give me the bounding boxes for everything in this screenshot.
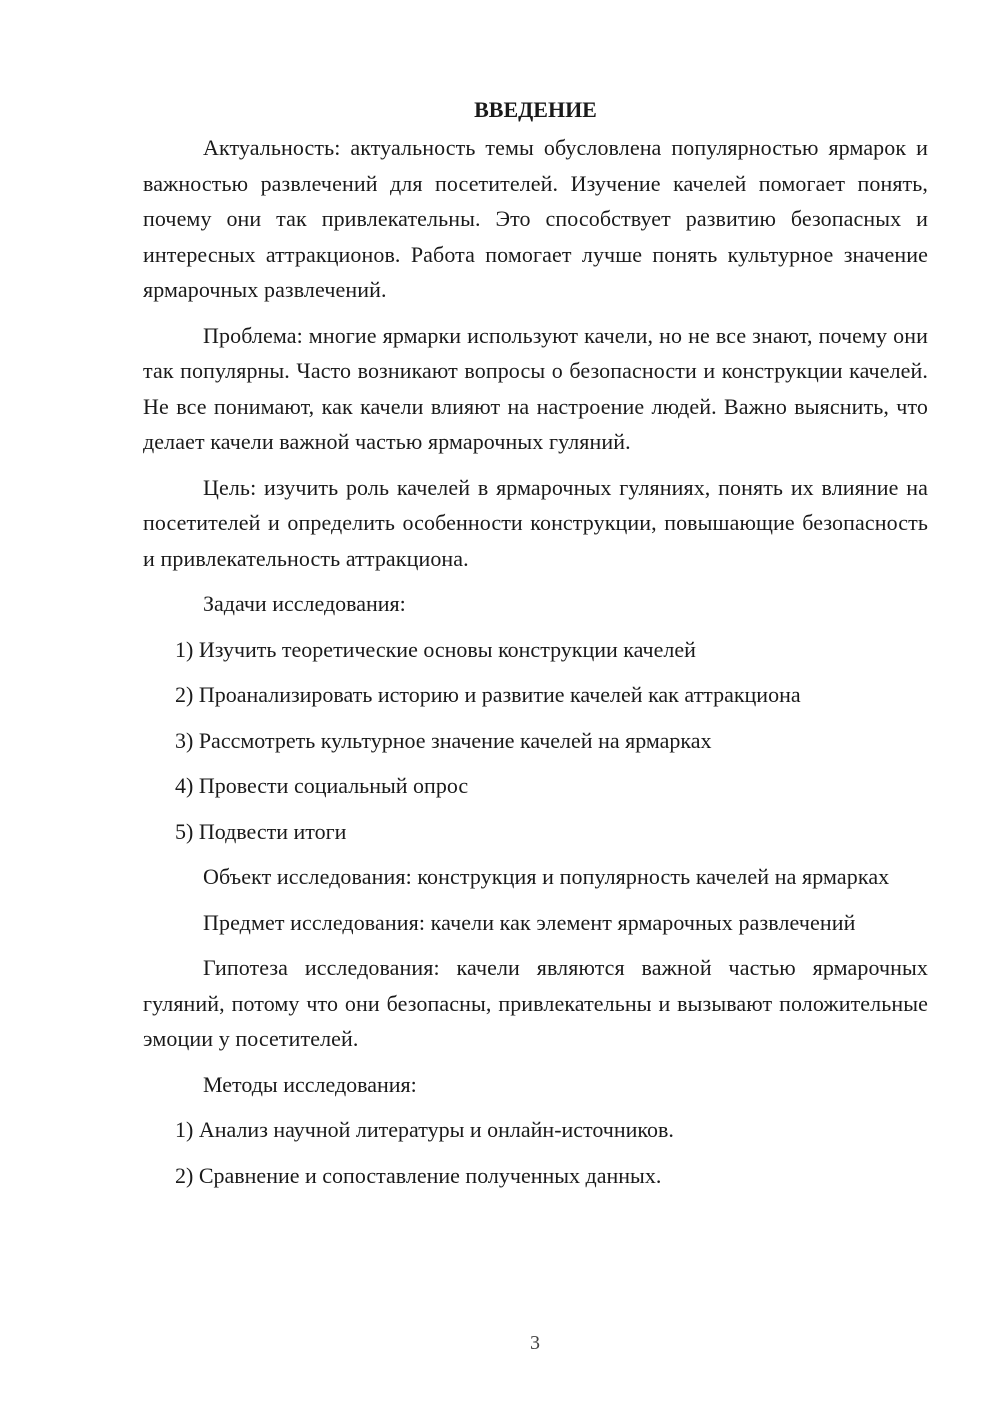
list-item: 3) Рассмотреть культурное значение качелей на ярмарках: [175, 727, 712, 753]
object-paragraph: Объект исследования: конструкция и популярность качелей на ярмарках: [203, 864, 890, 889]
page-number: 3: [530, 1332, 540, 1354]
relevance-paragraph: Актуальность: актуальность темы обусловлена популярностью ярмарок и важностью развлечений для посетителей. Изучение качелей помогает понять, почему они так привлекательны. Это способствует развитию безопасных и интересных аттракционов. Работа помогает лучше понять культурное значение ярмарочных развлечений.: [143, 135, 928, 302]
list-item: 5) Подвести итоги: [175, 818, 347, 844]
subject-paragraph: Предмет исследования: качели как элемент ярмарочных развлечений: [203, 909, 856, 935]
tasks-list: [143, 632, 928, 850]
document-page: [143, 92, 928, 1203]
list-item: 4) Провести социальный опрос: [175, 773, 469, 798]
problem-paragraph: Проблема: многие ярмарки используют качели, но не все знают, почему они так популярны. Часто возникают вопросы о безопасности и конструкции качелей. Не все понимают, как качели влияют на настроение людей. Важно выяснить, что делает качели важной частью ярмарочных гуляний.: [143, 322, 928, 454]
methods-heading: Методы исследования:: [203, 1071, 417, 1097]
methods-list: [143, 1112, 928, 1193]
list-item: 2) Сравнение и сопоставление полученных данных.: [175, 1162, 662, 1188]
tasks-heading: Задачи исследования:: [203, 591, 406, 616]
page-title: ВВЕДЕНИЕ: [474, 97, 597, 122]
list-item: 2) Проанализировать историю и развитие качелей как аттракциона: [175, 682, 801, 707]
hypothesis-paragraph: Гипотеза исследования: качели являются важной частью ярмарочных гуляний, потому что они безопасны, привлекательны и вызывают положительные эмоции у посетителей.: [143, 955, 928, 1051]
list-item: 1) Анализ научной литературы и онлайн-источников.: [175, 1117, 674, 1142]
list-item: 1) Изучить теоретические основы конструкции качелей: [175, 636, 696, 662]
goal-paragraph: Цель: изучить роль качелей в ярмарочных гуляниях, понять их влияние на посетителей и определить особенности конструкции, повышающие безопасность и привлекательность аттракциона.: [143, 474, 928, 571]
